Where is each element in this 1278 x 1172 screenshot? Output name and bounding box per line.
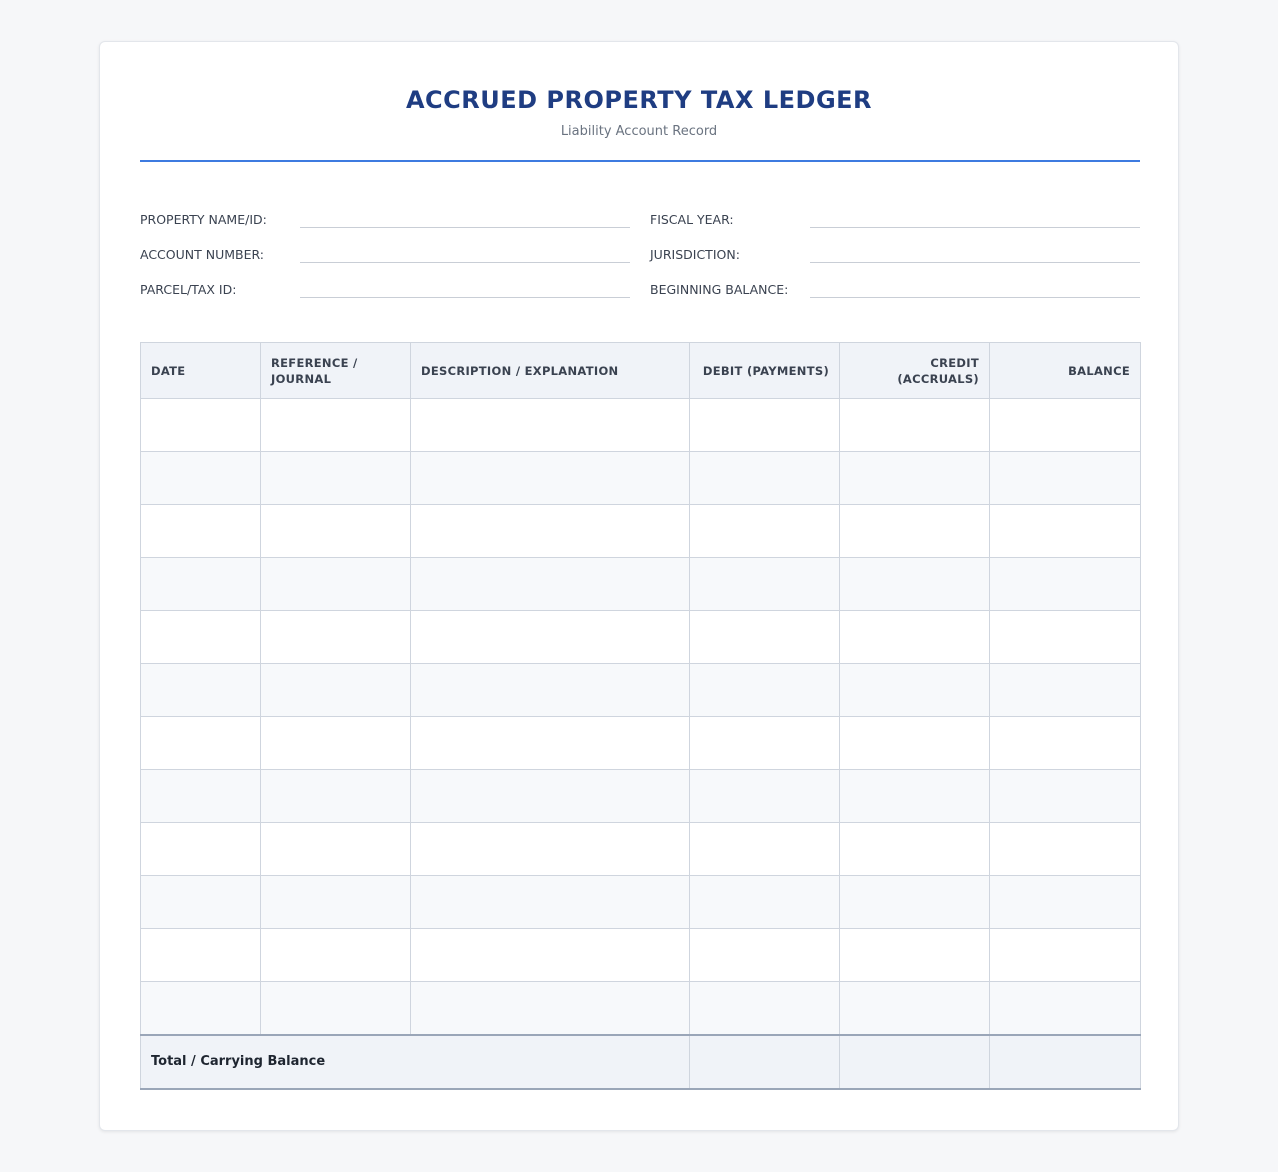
table-row (141, 399, 1141, 452)
table-header-row (141, 343, 1141, 399)
beginning-balance-label: BEGINNING BALANCE: (650, 282, 789, 297)
column-header-reference: REFERENCE / JOURNAL (261, 343, 411, 399)
credit-cell[interactable] (840, 505, 990, 558)
page-title: ACCRUED PROPERTY TAX LEDGER (405, 86, 873, 114)
debit-cell[interactable] (690, 929, 840, 982)
total-credit-cell[interactable] (840, 1035, 990, 1089)
description-cell[interactable] (411, 770, 690, 823)
fiscal-year-label: FISCAL YEAR: (650, 212, 734, 227)
table-row (141, 611, 1141, 664)
balance-cell[interactable] (990, 876, 1141, 929)
description-cell[interactable] (411, 929, 690, 982)
table-row (141, 558, 1141, 611)
balance-cell[interactable] (990, 823, 1141, 876)
description-cell[interactable] (411, 823, 690, 876)
beginning-balance-field[interactable] (810, 297, 1140, 298)
description-cell[interactable] (411, 558, 690, 611)
reference-cell[interactable] (261, 929, 411, 982)
date-cell[interactable] (141, 399, 261, 452)
description-cell[interactable] (411, 452, 690, 505)
credit-cell[interactable] (840, 399, 990, 452)
credit-cell[interactable] (840, 611, 990, 664)
reference-cell[interactable] (261, 558, 411, 611)
reference-cell[interactable] (261, 611, 411, 664)
fiscal-year-field[interactable] (810, 227, 1140, 228)
column-header-credit: CREDIT (ACCRUALS) (840, 343, 990, 399)
date-cell[interactable] (141, 717, 261, 770)
reference-cell[interactable] (261, 664, 411, 717)
debit-cell[interactable] (690, 452, 840, 505)
table-row (141, 452, 1141, 505)
jurisdiction-field[interactable] (810, 262, 1140, 263)
credit-cell[interactable] (840, 452, 990, 505)
property-name-field[interactable] (300, 227, 630, 228)
table-row (141, 505, 1141, 558)
account-number-field[interactable] (300, 262, 630, 263)
debit-cell[interactable] (690, 823, 840, 876)
balance-cell[interactable] (990, 505, 1141, 558)
description-cell[interactable] (411, 982, 690, 1035)
debit-cell[interactable] (690, 611, 840, 664)
credit-cell[interactable] (840, 823, 990, 876)
property-name-label: PROPERTY NAME/ID: (140, 212, 267, 227)
table-row (141, 876, 1141, 929)
date-cell[interactable] (141, 452, 261, 505)
credit-cell[interactable] (840, 558, 990, 611)
date-cell[interactable] (141, 929, 261, 982)
table-row (141, 717, 1141, 770)
credit-cell[interactable] (840, 876, 990, 929)
credit-cell[interactable] (840, 664, 990, 717)
debit-cell[interactable] (690, 876, 840, 929)
column-header-balance: BALANCE (990, 343, 1141, 399)
debit-cell[interactable] (690, 770, 840, 823)
ledger-body (141, 399, 1141, 1035)
description-cell[interactable] (411, 399, 690, 452)
balance-cell[interactable] (990, 664, 1141, 717)
date-cell[interactable] (141, 611, 261, 664)
reference-cell[interactable] (261, 823, 411, 876)
column-header-description: DESCRIPTION / EXPLANATION (411, 343, 690, 399)
debit-cell[interactable] (690, 399, 840, 452)
parcel-tax-id-label: PARCEL/TAX ID: (140, 282, 237, 297)
debit-cell[interactable] (690, 982, 840, 1035)
debit-cell[interactable] (690, 664, 840, 717)
reference-cell[interactable] (261, 399, 411, 452)
date-cell[interactable] (141, 982, 261, 1035)
description-cell[interactable] (411, 876, 690, 929)
credit-cell[interactable] (840, 717, 990, 770)
balance-cell[interactable] (990, 452, 1141, 505)
description-cell[interactable] (411, 611, 690, 664)
balance-cell[interactable] (990, 717, 1141, 770)
table-row (141, 664, 1141, 717)
reference-cell[interactable] (261, 982, 411, 1035)
column-header-debit: DEBIT (PAYMENTS) (690, 343, 840, 399)
balance-cell[interactable] (990, 558, 1141, 611)
balance-cell[interactable] (990, 611, 1141, 664)
table-row (141, 982, 1141, 1035)
credit-cell[interactable] (840, 929, 990, 982)
reference-cell[interactable] (261, 876, 411, 929)
debit-cell[interactable] (690, 717, 840, 770)
ledger-table (140, 342, 1141, 1090)
account-number-label: ACCOUNT NUMBER: (140, 247, 265, 262)
balance-cell[interactable] (990, 982, 1141, 1035)
balance-cell[interactable] (990, 399, 1141, 452)
credit-cell[interactable] (840, 770, 990, 823)
jurisdiction-label: JURISDICTION: (650, 247, 740, 262)
credit-cell[interactable] (840, 982, 990, 1035)
total-debit-cell[interactable] (690, 1035, 840, 1089)
date-cell[interactable] (141, 770, 261, 823)
debit-cell[interactable] (690, 505, 840, 558)
reference-cell[interactable] (261, 452, 411, 505)
balance-cell[interactable] (990, 770, 1141, 823)
table-row (141, 823, 1141, 876)
reference-cell[interactable] (261, 717, 411, 770)
description-cell[interactable] (411, 664, 690, 717)
description-cell[interactable] (411, 505, 690, 558)
date-cell[interactable] (141, 664, 261, 717)
reference-cell[interactable] (261, 505, 411, 558)
date-cell[interactable] (141, 558, 261, 611)
debit-cell[interactable] (690, 558, 840, 611)
balance-cell[interactable] (990, 929, 1141, 982)
parcel-tax-id-field[interactable] (300, 297, 630, 298)
description-cell[interactable] (411, 717, 690, 770)
ledger-card (99, 41, 1179, 1131)
totals-row (141, 1035, 1141, 1089)
title-divider (140, 160, 1140, 162)
reference-cell[interactable] (261, 770, 411, 823)
total-balance-cell[interactable] (990, 1035, 1141, 1089)
page-subtitle: Liability Account Record (560, 124, 718, 139)
table-row (141, 929, 1141, 982)
date-cell[interactable] (141, 505, 261, 558)
date-cell[interactable] (141, 876, 261, 929)
table-row (141, 770, 1141, 823)
column-header-date: DATE (141, 343, 261, 399)
totals-label: Total / Carrying Balance (141, 1035, 690, 1089)
date-cell[interactable] (141, 823, 261, 876)
